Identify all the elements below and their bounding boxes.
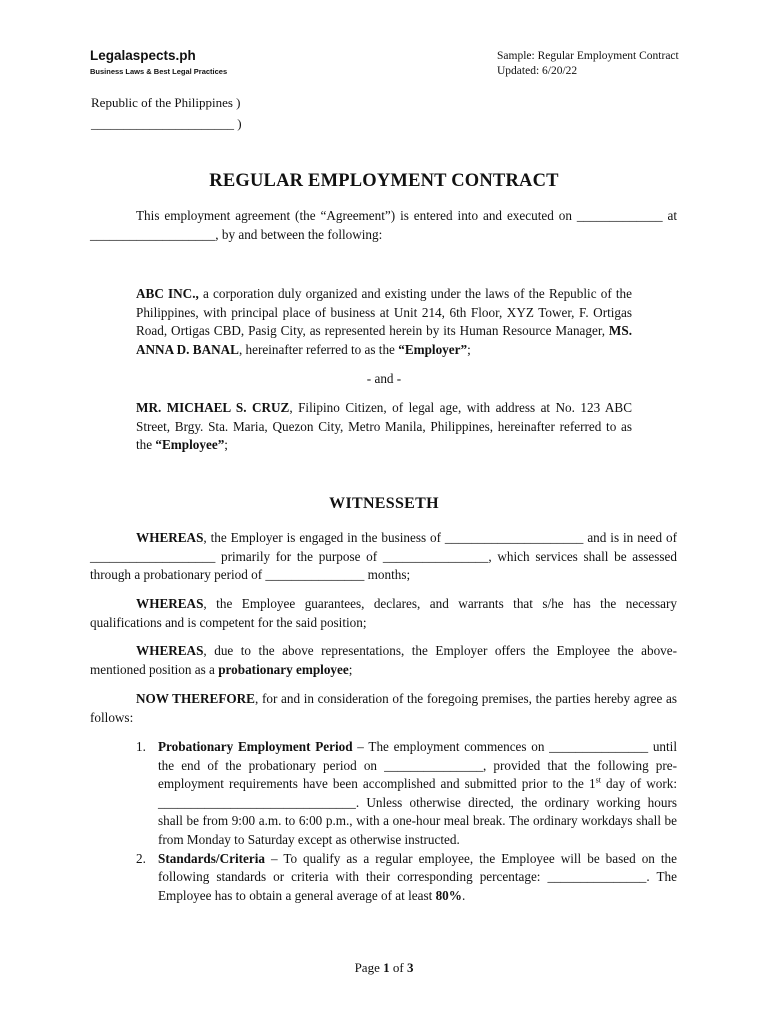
header-right — [497, 49, 679, 79]
whereas-paragraph-1: WHEREAS, the Employer is engaged in the business of _____________________ and is in need of ___________________ primarily for the purpose of ________________, which services shall be assessed through a probationary period of _______________ months; — [90, 530, 677, 583]
now-therefore-paragraph: NOW THEREFORE, for and in consideration of the foregoing premises, the parties hereby agree as follows: — [90, 691, 678, 725]
venue-line-2: ______________________ ) — [91, 116, 242, 131]
list-item: 2. Standards/Criteria – To qualify as a regular employee, the Employee will be based on the following standards or criteria with their corresponding percentage: _______________. The Employee has to obtain a general average of at least 80%. — [136, 850, 677, 903]
terms-list — [136, 738, 677, 905]
venue-block — [91, 92, 242, 134]
and-separator: - and - — [366, 371, 402, 386]
item-heading: Standards/Criteria — [158, 850, 265, 866]
witnesseth-heading: WITNESSETH — [329, 495, 439, 512]
whereas-paragraph-3: WHEREAS, due to the above representations, the Employer offers the Employee the above-mentioned position as a probationary employee; — [90, 643, 677, 677]
page-footer: Page 1 of 3 — [354, 960, 414, 975]
brand-name: Legalaspects.ph — [90, 48, 196, 63]
header-left — [90, 48, 227, 76]
employee-paragraph: MR. MICHAEL S. CRUZ, Filipino Citizen, of legal age, with address at No. 123 ABC Street, Brgy. Sta. Maria, Quezon City, Metro Manila, Philippines, hereinafter referred to as the “Employee”; — [136, 400, 633, 453]
employee-name: MR. MICHAEL S. CRUZ — [136, 400, 290, 415]
brand-tagline: Business Laws & Best Legal Practices — [90, 67, 228, 76]
item-heading: Probationary Employment Period — [158, 739, 353, 754]
employee-role: “Employee” — [155, 437, 225, 453]
list-item: 1. Probationary Employment Period – The employment commences on _______________ until the end of the probationary period on _______________, provided that the following pre-employment requirements have been accomplished and submitted prior to the 1st day of work: ______________________________. Unless otherwise directed, the ordinary working hours shall be from 9:00 a.m. to 6:00 p.m., with a one-hour meal break. The ordinary workdays shall be from Monday to Saturday except as otherwise instructed. — [136, 739, 677, 847]
employer-name: ABC INC., — [136, 286, 199, 301]
sample-label: Sample: Regular Employment Contract — [497, 50, 679, 62]
page-number: 1 — [383, 960, 390, 975]
page-total: 3 — [406, 960, 414, 975]
whereas-paragraph-2: WHEREAS, the Employee guarantees, declares, and warrants that s/he has the necessary qualifications and is competent for the said position; — [90, 596, 677, 630]
updated-label: Updated: 6/20/22 — [497, 65, 578, 77]
employer-paragraph: ABC INC., a corporation duly organized and existing under the laws of the Republic of the Philippines, with principal place of business at Unit 214, 6th Floor, XYZ Tower, F. Ortigas Road, Ortigas CBD, Pasig City, as represented herein by its Human Resource Manager, MS. ANNA D. BANAL, hereinafter referred to as the “Employer”; — [136, 286, 632, 357]
venue-line-1: Republic of the Philippines ) — [91, 95, 241, 110]
document-title: REGULAR EMPLOYMENT CONTRACT — [209, 171, 559, 191]
employer-representative: MS. ANNA D. BANAL — [136, 323, 632, 357]
intro-paragraph: This employment agreement (the “Agreement”) is entered into and executed on _____________ at ___________________, by and between the following: — [90, 208, 677, 242]
employer-role: “Employer” — [398, 341, 468, 357]
